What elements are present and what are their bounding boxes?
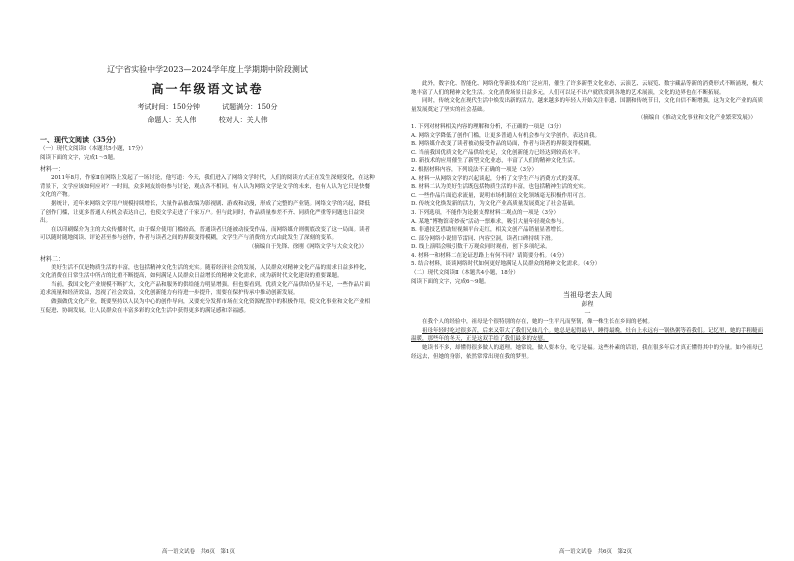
page-footer: 高一语文试卷 共6页 第2页 bbox=[559, 549, 632, 555]
question-option: D. 线上演唱会吸引数千万观众同时观看，创下多项纪录。 bbox=[411, 244, 551, 251]
exam-meta-row-2 bbox=[40, 115, 375, 125]
question-line: 3. 下列选项，不能作为论据支撑材料二观点的一项是（3分） bbox=[411, 209, 559, 216]
story-title: 当祖母老去人间 bbox=[563, 291, 612, 300]
school-line: 辽宁省实验中学2023—2024学年度上学期期中阶段测试 bbox=[107, 65, 308, 74]
material-source: （摘编自于先锋、徐刚《网络文学与大众文化》） bbox=[248, 243, 367, 250]
exam-time: 考试时间：150分钟 bbox=[137, 103, 200, 111]
setter: 命题人：关人伟 bbox=[147, 116, 197, 124]
question-option: B. 非遗技艺借助短视频平台走红，相关文创产品销量显著增长。 bbox=[411, 227, 568, 234]
story-paragraph: 她读书不多，却懂得很多做人的道理。她常说，做人要本分，吃亏是福。这些朴素的话语，我在很多年后才真正懂得其中的分量。如今祖母已经远去，但她的身影，依然常常出现在我的梦里。 bbox=[411, 345, 764, 360]
page-footer: 高一语文试卷 共6页 第1页 bbox=[162, 549, 235, 555]
question-option: D. 传统文化焕发新的活力，为文化产业高质量发展奠定了社会基础。 bbox=[411, 201, 579, 208]
question-line: 2. 根据材料内容，下列说法不正确的一项是（3分） bbox=[411, 166, 537, 173]
sub-section-instruction: 阅读下面的文字，完成1～5题。 bbox=[40, 154, 119, 161]
question-option: D. 新技术的应用催生了新型文化业态，丰富了人们的精神文化生活。 bbox=[411, 158, 579, 165]
exam-title: 高一年级语文试卷 bbox=[151, 82, 264, 96]
material-paragraph: 在以印刷媒介为主的大众传播时代，由于媒介使用门槛较高，普通读者只能被动接受作品，而网络媒介则彻底改变了这一局面。读者可以随时随地阅读、评论甚至参与创作，作者与读者之间的界限变得模糊，文学生产与消费的方式由此发生了深刻的变革。 bbox=[40, 226, 371, 242]
material-paragraph: 做强做优文化产业，既要坚持以人民为中心的创作导向，又要充分发挥市场在文化资源配置中的积极作用，使文化事业和文化产业相互促进、协调发展，让人民群众在丰富多彩的文化生活中获得更多的满足感和幸福感。 bbox=[40, 298, 371, 314]
material-paragraph: 据统计，近年来网络文学用户规模持续增长，大量作品被改编为影视剧、游戏和动漫，形成了完整的产业链。网络文学的兴起，降低了创作门槛，让更多普通人有机会表达自己，也使文学走进了千家万户。但与此同时，作品质量参差不齐、同质化严重等问题也日益突出。 bbox=[40, 200, 371, 225]
story-section-number: 一 bbox=[584, 310, 591, 318]
material-label: 材料二： bbox=[40, 255, 65, 263]
section-heading: 一、现代文阅读（35分） bbox=[40, 135, 120, 144]
question-option: C. 一些作品片面追求流量，说明市场机制在文化领域毫无积极作用可言。 bbox=[411, 192, 590, 199]
material-paragraph: 此外，数字化、智能化、网络化等新技术的广泛应用，催生了许多新型文化业态，云演艺、云展览、数字藏品等新的消费形式不断涌现，极大地丰富了人们的精神文化生活。文化消费场景日益多元，人们可以足不出户就欣赏到各地的艺术展演，文化的边界也在不断拓展。 bbox=[411, 81, 764, 96]
question-option: C. 部分网络小说情节雷同、内容空洞，读者口碑持续下滑。 bbox=[411, 235, 557, 242]
question-option: A. 材料一从网络文学的兴起谈起，分析了文学生产与消费方式的变革。 bbox=[411, 175, 584, 182]
material-paragraph: 2011年8月，作家Ⅱ在网络上发起了一场讨论，他写道：今天，我们进入了网络文学时代，人们的阅读方式正在发生深刻变化，在这种背景下，文学应该如何应对？一时间，众多网友纷纷参与讨论，观点各不相同，有人认为网络文学是文学的未来，也有人认为它只是快餐文化的产物。 bbox=[40, 175, 375, 199]
question-option: A. 某地“博物馆奇妙夜”活动一票难求，吸引大量年轻观众参与。 bbox=[411, 218, 568, 225]
right-page bbox=[397, 0, 794, 561]
sub-section-title: （二）现代文阅读Ⅱ（本题共4小题，18分） bbox=[411, 270, 519, 277]
story-paragraph-underlined: 祖母年轻时吃过很多苦，后来又带大了我们兄妹几个。她总是起得最早，睡得最晚，灶台上永远有一锅热粥等着我们。记忆里，她的手粗糙而温暖，那些年的冬天，正是这双手给了我们最多的安慰。 bbox=[411, 327, 764, 343]
story-paragraph: 在我个人的经验中，祖母是个很特别的存在，她的一生平凡而坚韧，像一株生长在乡间的老树。 bbox=[422, 319, 654, 326]
question-line: 1. 下列对材料相关内容的理解和分析，不正确的一项是（3分） bbox=[411, 123, 565, 130]
question-line: 5. 结合材料，谈谈网络时代如何更好地满足人民群众的精神文化需求。（4分） bbox=[411, 261, 601, 268]
story-author: 彭程 bbox=[581, 301, 594, 309]
question-option: B. 材料二认为美好生活既包括物质生活的丰富，也包括精神生活的充实。 bbox=[411, 184, 590, 191]
material-source: （摘编自《推动文化事业和文化产业繁荣发展》） bbox=[637, 115, 756, 122]
material-paragraph: 美好生活不仅是物质生活的丰富，也包括精神文化生活的充实。随着经济社会的发展，人民群众对精神文化产品的需求日益多样化，文化消费在日常生活中所占的比重不断提高，如何满足人民群众日益增长的精神文化需求，成为新时代文化建设的重要课题。 bbox=[40, 264, 371, 280]
proofreader: 校对人：关人伟 bbox=[218, 116, 268, 124]
question-line: 4. 材料一和材料二在论证思路上有何不同？请简要分析。（4分） bbox=[411, 252, 568, 259]
material-paragraph: 同时，传统文化在现代生活中焕发出新的活力，越来越多的年轻人开始关注非遗、国潮和传统节日，文化自信不断增强，这为文化产业的高质量发展奠定了坚实的社会基础。 bbox=[411, 98, 764, 113]
sub-section-instruction: 阅读下面的文字，完成6～9题。 bbox=[411, 278, 490, 285]
material-label: 材料一： bbox=[40, 166, 65, 174]
question-option: C. 当前我国优质文化产品供给充足，文化创新能力已经达到较高水平。 bbox=[411, 149, 584, 156]
question-option: A. 网络文学降低了创作门槛，让更多普通人有机会参与文学创作，表达自我。 bbox=[411, 132, 600, 139]
full-score: 试题满分：150分 bbox=[222, 103, 278, 111]
exam-meta-row-1 bbox=[40, 102, 375, 112]
sub-section-title: （一）现代文阅读Ⅰ（本题共5小题，17分） bbox=[40, 146, 147, 152]
material-paragraph: 当前，我国文化产业规模不断扩大，文化产品和服务的供给能力明显增强。但也要看到，优质文化产品供给仍显不足，一些作品片面追求流量和经济效益，忽视了社会效益，文化创新能力有待进一步提升，需要在保护传承中推动创新发展。 bbox=[40, 281, 371, 297]
question-option: B. 网络媒介改变了读者被动接受作品的局面，作者与读者的界限变得模糊。 bbox=[411, 141, 595, 148]
